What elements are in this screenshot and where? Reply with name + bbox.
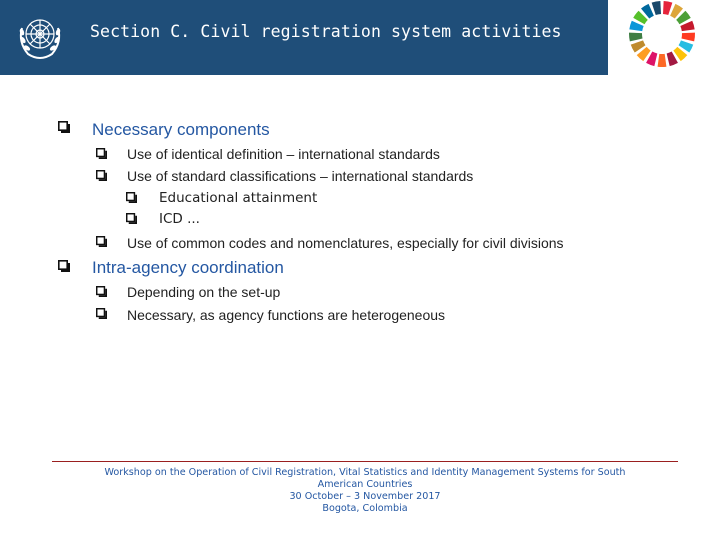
checkbox-bullet-icon	[96, 236, 107, 247]
footer-line-1: Workshop on the Operation of Civil Registration, Vital Statistics and Identity Management Systems for South	[104, 467, 626, 478]
sub-sub-bullet-educational-attainment: Educational attainment	[159, 190, 318, 206]
sub-bullet-heterogeneous-functions: Necessary, as agency functions are heterogeneous	[127, 307, 446, 323]
checkbox-bullet-icon	[126, 213, 137, 224]
checkbox-bullet-icon	[96, 170, 107, 181]
sdg-wheel-segment	[681, 33, 695, 42]
sdg-wheel-segment	[652, 1, 661, 15]
footer	[52, 467, 678, 515]
sub-bullet-identical-definition: Use of identical definition – international standards	[127, 146, 440, 162]
sub-sub-bullet-icd: ICD ...	[159, 211, 200, 227]
bullet-necessary-components: Necessary components	[92, 120, 270, 139]
checkbox-bullet-icon	[58, 260, 70, 272]
checkbox-bullet-icon	[126, 192, 137, 203]
sub-bullet-depending-setup: Depending on the set-up	[127, 284, 281, 300]
footer-line-3: 30 October – 3 November 2017	[289, 491, 441, 502]
checkbox-bullet-icon	[96, 148, 107, 159]
checkbox-bullet-icon	[58, 121, 70, 133]
footer-line-2: American Countries	[317, 479, 413, 490]
bullet-intra-agency-coordination: Intra-agency coordination	[92, 258, 284, 277]
sdg-wheel-segment	[658, 54, 667, 67]
footer-line-4: Bogota, Colombia	[322, 503, 408, 514]
sdg-wheel-segment	[663, 1, 672, 15]
checkbox-bullet-icon	[96, 308, 107, 319]
sdg-wheel-segment	[629, 33, 643, 42]
sdg-color-wheel-icon	[612, 0, 712, 75]
un-emblem-icon	[14, 10, 66, 62]
sub-bullet-standard-classifications: Use of standard classifications – international standards	[127, 168, 474, 184]
checkbox-bullet-icon	[96, 286, 107, 297]
slide-title: Section C. Civil registration system activities	[90, 22, 562, 41]
sub-bullet-common-codes: Use of common codes and nomenclatures, especially for civil divisions	[127, 235, 564, 251]
header	[0, 0, 720, 75]
footer-divider	[52, 461, 678, 462]
